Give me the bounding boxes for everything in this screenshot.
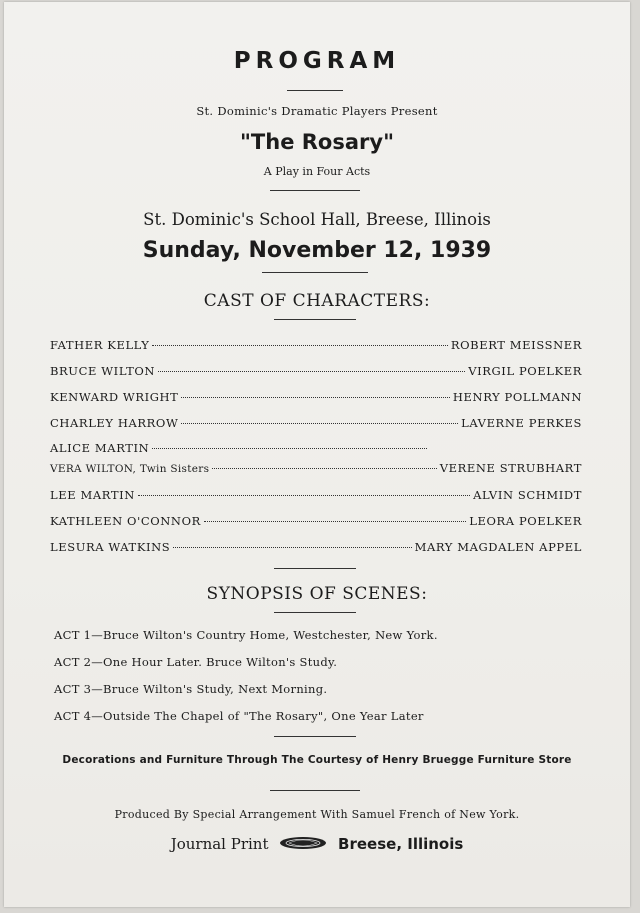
- cast-heading: CAST OF CHARACTERS:: [203, 291, 431, 311]
- cast-row: [50, 461, 582, 475]
- dot-leader: [212, 468, 436, 469]
- cast-role: LESURA WATKINS: [50, 540, 171, 554]
- synopsis-heading: SYNOPSIS OF SCENES:: [206, 584, 428, 604]
- cast-row: [50, 441, 430, 455]
- courtesy-line: Decorations and Furniture Through The Courtesy of Henry Bruegge Furniture Store: [62, 754, 572, 766]
- divider: [287, 90, 343, 91]
- printer-ornament-icon: [279, 836, 327, 854]
- cast-role: BRUCE WILTON: [50, 364, 156, 378]
- cast-actor: ROBERT MEISSNER: [450, 338, 582, 352]
- cast-role: CHARLEY HARROW: [50, 416, 179, 430]
- divider: [270, 790, 360, 791]
- cast-role: KATHLEEN O'CONNOR: [50, 514, 201, 528]
- cast-row: [50, 364, 582, 378]
- dot-leader: [152, 345, 448, 346]
- program-title: PROGRAM: [233, 48, 401, 74]
- dot-leader: [158, 371, 465, 372]
- dot-leader: [138, 495, 470, 496]
- produced-line: Produced By Special Arrangement With Samuel French of New York.: [114, 808, 520, 821]
- divider: [274, 319, 356, 320]
- cast-role: ALICE MARTIN: [50, 441, 150, 455]
- cast-role: LEE MARTIN: [50, 488, 135, 502]
- program-page: [4, 2, 630, 907]
- cast-actor: ALVIN SCHMIDT: [473, 488, 582, 502]
- printer-credit: [4, 835, 630, 854]
- cast-actor: VIRGIL POELKER: [468, 364, 582, 378]
- act-line: ACT 1—Bruce Wilton's Country Home, Westchester, New York.: [54, 628, 438, 642]
- act-line: ACT 2—One Hour Later. Bruce Wilton's Study.: [54, 655, 338, 669]
- presents-line: St. Dominic's Dramatic Players Present: [196, 104, 438, 118]
- divider: [274, 568, 356, 569]
- cast-row: [50, 416, 582, 430]
- dot-leader: [152, 448, 427, 449]
- cast-row: [50, 390, 582, 404]
- performance-date: Sunday, November 12, 1939: [142, 238, 492, 263]
- cast-row: [50, 514, 582, 528]
- dot-leader: [181, 397, 449, 398]
- cast-actor: VERENE STRUBHART: [439, 461, 582, 475]
- printer-name: Journal Print: [170, 835, 269, 853]
- play-subtitle: A Play in Four Acts: [263, 165, 371, 178]
- cast-role: KENWARD WRIGHT: [50, 390, 179, 404]
- cast-actor: MARY MAGDALEN APPEL: [414, 540, 582, 554]
- divider: [262, 272, 368, 273]
- cast-actor: HENRY POLLMANN: [452, 390, 582, 404]
- divider: [274, 736, 356, 737]
- dot-leader: [181, 423, 458, 424]
- dot-leader: [173, 547, 411, 548]
- cast-role: VERA WILTON, Twin Sisters: [50, 463, 210, 475]
- cast-role: FATHER KELLY: [50, 338, 150, 352]
- dot-leader: [204, 521, 466, 522]
- cast-row: [50, 488, 582, 502]
- divider: [270, 190, 360, 191]
- printer-location: Breese, Illinois: [338, 835, 464, 853]
- cast-actor: LEORA POELKER: [469, 514, 582, 528]
- cast-actor: LAVERNE PERKES: [461, 416, 582, 430]
- act-line: ACT 3—Bruce Wilton's Study, Next Morning.: [54, 682, 328, 696]
- cast-row: [50, 540, 582, 554]
- play-title: "The Rosary": [239, 130, 395, 154]
- act-line: ACT 4—Outside The Chapel of "The Rosary", One Year Later: [54, 709, 424, 723]
- divider: [274, 612, 356, 613]
- cast-row: [50, 338, 582, 352]
- venue: St. Dominic's School Hall, Breese, Illinois: [143, 210, 491, 229]
